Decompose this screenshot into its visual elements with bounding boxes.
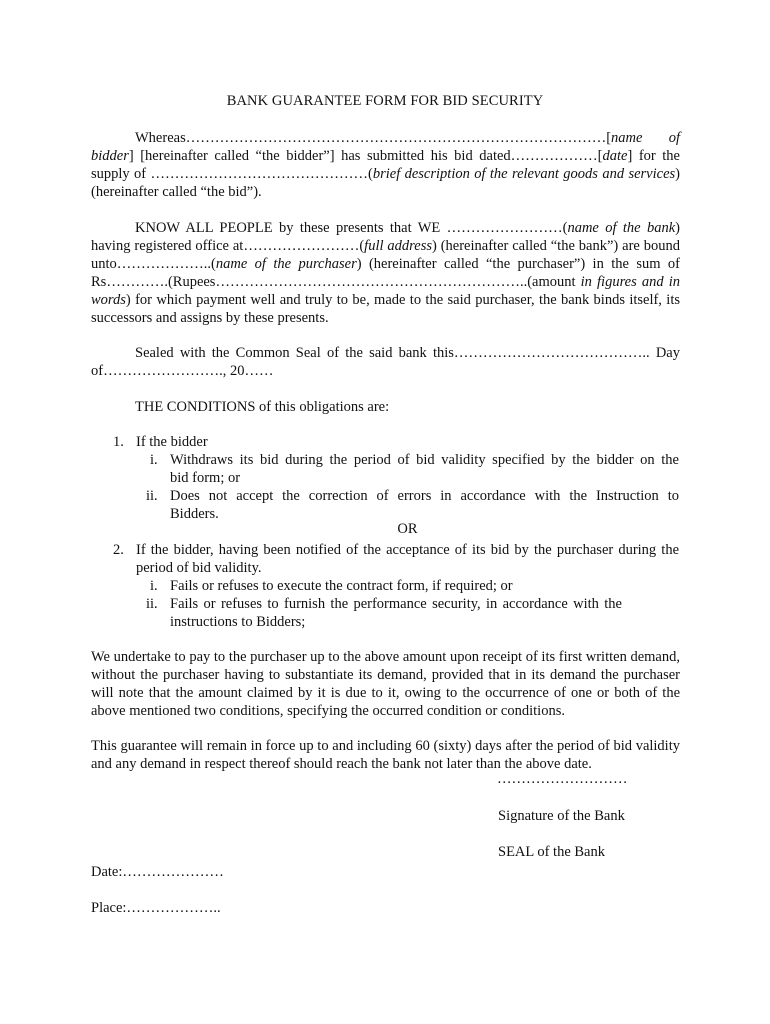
whereas-text: Whereas……………………………………………………………………………[ <box>135 130 612 146</box>
date-field-label: Date:………………… <box>91 864 224 880</box>
bid-clause-end: ) (hereinafter called “the bid”). <box>91 166 680 200</box>
condition-2-i-line1: Fails or refuses to execute the contract form, if required; or <box>170 578 513 594</box>
condition-1-i-line1: Withdraws its bid during the period of bid validity specified by the bidder on the <box>170 452 679 468</box>
whereas-paragraph <box>91 129 680 201</box>
bank-name-placeholder: name of the bank <box>567 220 676 236</box>
know-all-text: KNOW ALL PEOPLE by these presents that WE ……………………( <box>135 220 568 236</box>
know-all-people-paragraph <box>91 219 680 327</box>
sum-text: ) (hereinafter called “the purchaser”) in the sum of Rs………….(Rupees………………………………………………………..(amount <box>91 256 681 290</box>
conditions-heading-text: THE CONDITIONS of this obligations are: <box>135 399 390 415</box>
bound-unto-text: ) (hereinafter called “the bank”) are bound unto………………..( <box>91 238 680 272</box>
sealed-paragraph <box>91 344 680 380</box>
registered-office-text: ) having registered office at……………………( <box>91 220 680 254</box>
undertake-paragraph <box>91 648 680 720</box>
date-placeholder: date <box>602 148 628 164</box>
purchaser-name-placeholder: name of the purchaser <box>215 256 357 272</box>
condition-2-number: 2. <box>113 542 124 558</box>
condition-1-i-number: i. <box>150 452 158 468</box>
condition-1-number: 1. <box>113 434 124 450</box>
seal-label: SEAL of the Bank <box>498 844 605 860</box>
force-text: This guarantee will remain in force up to and including 60 (sixty) days after the period of bid validity and any demand in respect thereof should reach the bank not later than the above date. <box>91 738 680 772</box>
condition-1-ii-number: ii. <box>146 488 158 504</box>
conditions-heading <box>91 398 680 416</box>
condition-1-ii-line1: Does not accept the correction of errors in accordance with the Instruction to <box>170 488 679 504</box>
signature-line: ……………………… <box>497 771 628 787</box>
condition-1-ii-line2: Bidders. <box>170 506 219 522</box>
condition-2-ii-line2: instructions to Bidders; <box>170 614 306 630</box>
condition-1-text: If the bidder <box>136 434 208 450</box>
condition-2-line2: period of bid validity. <box>136 560 262 576</box>
undertake-text: We undertake to pay to the purchaser up to the above amount upon receipt of its first written demand, without the purchaser having to substantiate its demand, provided that in its demand the purchaser will note that the amount claimed by it is due to it, owing to the occurrence of one or both of the above mentioned two conditions, specifying the occurred condition or conditions. <box>91 649 680 719</box>
goods-description-placeholder: brief description of the relevant goods and services <box>372 166 676 182</box>
document-title: BANK GUARANTEE FORM FOR BID SECURITY <box>226 93 544 109</box>
condition-2-line1: If the bidder, having been notified of the acceptance of its bid by the purchaser during the <box>136 542 679 558</box>
amount-words-placeholder: in figures and in words <box>91 274 680 308</box>
or-separator: OR <box>397 521 418 537</box>
condition-2-ii-line1: Fails or refuses to furnish the performance security, in accordance with the <box>170 596 622 612</box>
place-field-label: Place:……………….. <box>91 900 221 916</box>
condition-2-i-number: i. <box>150 578 158 594</box>
supply-clause: ] for the supply of ………………………………………( <box>91 148 680 182</box>
force-paragraph <box>91 737 680 773</box>
binds-itself-text: ) for which payment well and truly to be, made to the said purchaser, the bank binds itself, its successors and assigns by these presents. <box>91 292 680 326</box>
bidder-clause: ] [hereinafter called “the bidder”] has submitted his bid dated………………[ <box>128 148 603 164</box>
signature-label: Signature of the Bank <box>498 808 625 824</box>
sealed-text: Sealed with the Common Seal of the said bank this………………………………….. Day of……………………., 20…… <box>91 345 680 379</box>
condition-1-i-line2: bid form; or <box>170 470 241 486</box>
full-address-placeholder: full address <box>364 238 432 254</box>
name-of-bidder-placeholder: name of bidder <box>91 130 680 164</box>
condition-2-ii-number: ii. <box>146 596 158 612</box>
